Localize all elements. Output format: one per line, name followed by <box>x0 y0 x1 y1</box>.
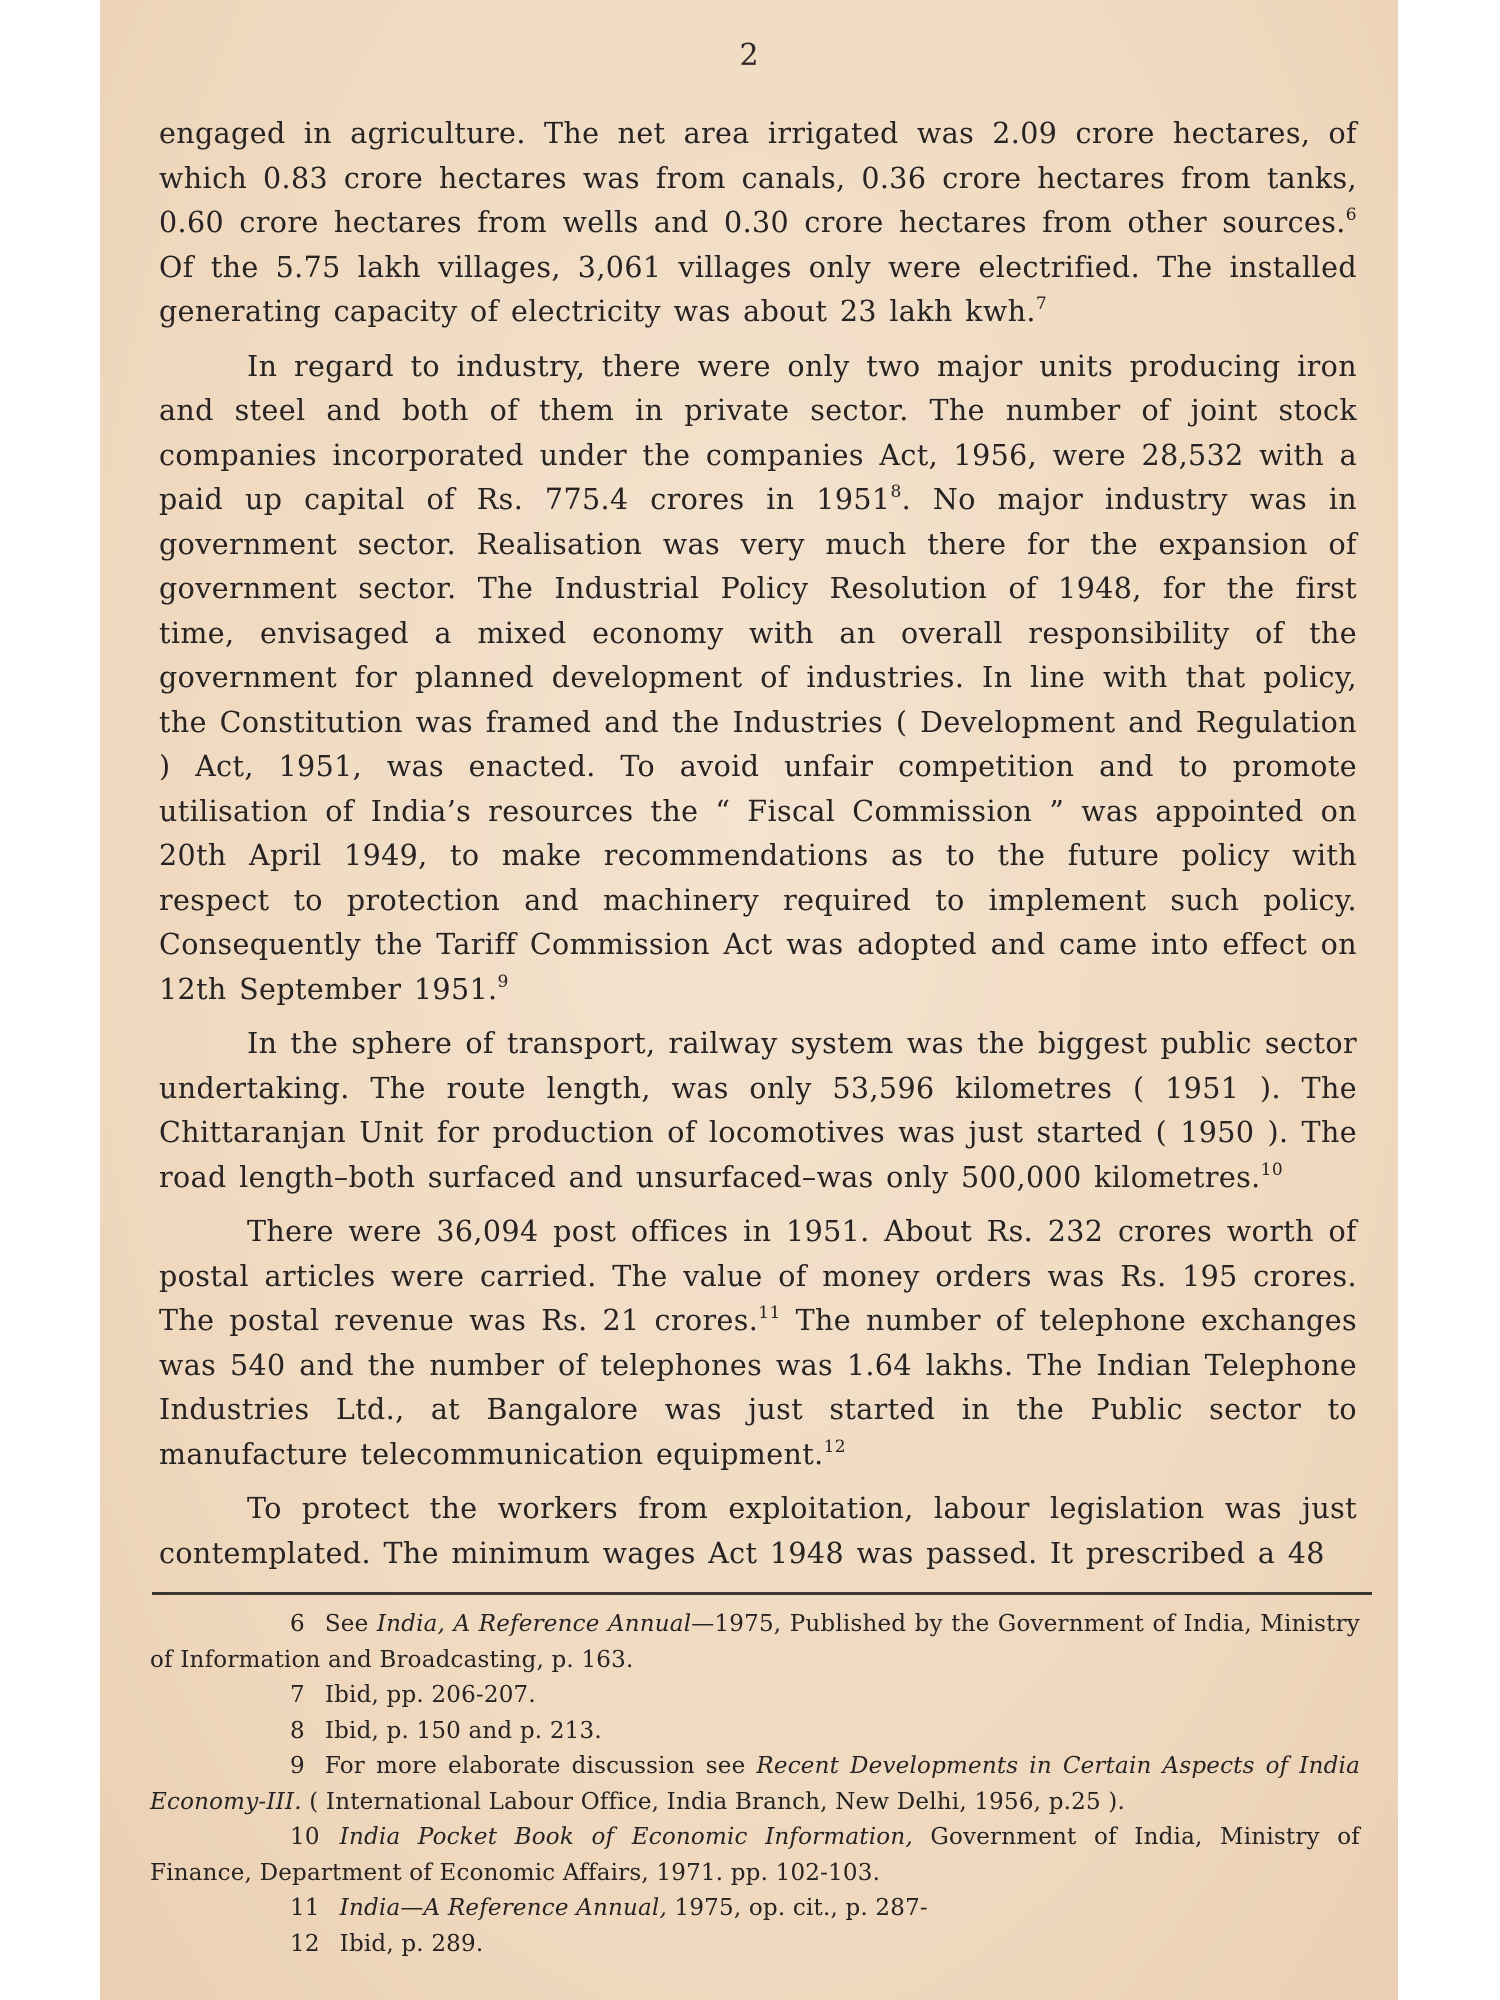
cited-title: India Pocket Book of Economic Information, <box>339 1824 913 1850</box>
text-run: See <box>324 1611 377 1637</box>
cited-title: India, A Reference Annual <box>376 1611 692 1637</box>
cited-title: India—A Reference Annual, <box>339 1895 667 1921</box>
text-run: Government of India, Ministry of Finance, Department of Economic Affairs, 1971. pp. 102-103. <box>150 1824 1360 1886</box>
footnote <box>150 1891 1360 1927</box>
footnote-number: 6 <box>290 1611 305 1637</box>
footnote <box>150 1678 1360 1714</box>
text-run: There were 36,094 post offices in 1951. About Rs. 232 crores worth of postal articles were carried. The value of money orders was Rs. 195 crores. The postal revenue was Rs. 21 crores. <box>159 1215 1357 1337</box>
footnote-number: 11 <box>290 1895 320 1921</box>
footnote <box>150 1820 1360 1891</box>
footnote-number: 8 <box>290 1717 305 1744</box>
text-run: Ibid, pp. 206-207. <box>324 1682 536 1708</box>
footnote-ref: 8 <box>890 482 902 502</box>
text-run: In regard to industry, there were only two major units producing iron and steel and both of them in private sector. The number of joint stock companies incorporated under the companies Act, 1956, were 28,532 with a paid up capital of Rs. 775.4 crores in 1951 <box>159 349 1357 516</box>
footnote <box>150 1714 1360 1750</box>
footnote-divider <box>152 1592 1372 1595</box>
body-text <box>159 112 1357 1586</box>
footnote-ref: 11 <box>758 1303 781 1323</box>
text-run: The number of telephone exchanges was 540 and the number of telephones was 1.64 lakhs. The Indian Telephone Industries Ltd., at Bangalore was just started in the Public sector to manufacture telecommunication equipment. <box>159 1304 1357 1471</box>
footnote-ref: 10 <box>1260 1159 1284 1180</box>
text-run: engaged in agriculture. The net area irrigated was 2.09 crore hectares, of which 0.83 crore hectares was from canals, 0.36 crore hectares from tanks, 0.60 crore hectares from wells and 0.30 crore hectares from other sources. <box>159 117 1357 239</box>
text-run: Ibid, p. 289. <box>339 1930 484 1957</box>
footnote-ref: 7 <box>1035 294 1048 314</box>
text-run: . No major industry was in government sector. Realisation was very much there for the expansion of government sector. The Industrial Policy Resolution of 1948, for the first time, envisaged a mixed economy with an overall responsibility of the government for planned development of industries. In line with that policy, the Constitution was framed and the Industries ( Development and Regulation ) Act, 1951, was enacted. To avoid unfair competition and to promote utilisation of India’s resources the “ Fiscal Commission ” was appointed on 20th April 1949, to make recommendations as to the future policy with respect to protection and machinery required to implement such policy. Consequently the Tariff Commission Act was adopted and came into effect on 12th September 1951. <box>159 483 1357 1006</box>
text-run: Of the 5.75 lakh villages, 3,061 villages only were electrified. The installed generating capacity of electricity was about 23 lakh kwh. <box>159 250 1357 328</box>
page-number: 2 <box>739 38 759 73</box>
paragraph <box>159 1210 1357 1477</box>
paragraph <box>159 112 1357 335</box>
footnote-ref: 9 <box>497 971 509 992</box>
paragraph <box>159 345 1357 1013</box>
footnote-number: 9 <box>290 1753 305 1779</box>
footnote-ref: 6 <box>1345 205 1357 225</box>
footnotes <box>150 1607 1360 1962</box>
text-run: ( International Labour Office, India Branch, New Delhi, 1956, p.25 ). <box>301 1788 1125 1815</box>
footnote <box>150 1607 1360 1678</box>
cited-title: Recent Developments in Certain Aspects of India Economy-III. <box>150 1753 1360 1815</box>
text-run: In the sphere of transport, railway system was the biggest public sector undertaking. The route length, was only 53,596 kilometres ( 1951 ). The Chittaranjan Unit for production of locomotives was just started ( 1950 ). The road length–both surfaced and unsurfaced–was only 500,000 kilometres. <box>159 1027 1357 1194</box>
text-run: 1975, op. cit., p. 287- <box>667 1895 928 1921</box>
book-page <box>100 0 1398 2000</box>
footnote-ref: 12 <box>823 1436 846 1457</box>
footnote <box>150 1749 1360 1820</box>
footnote <box>150 1927 1360 1963</box>
text-run: —1975, Published by the Government of India, Ministry of Information and Broadcasting, p. 163. <box>150 1611 1360 1673</box>
paragraph <box>159 1022 1357 1200</box>
footnote-number: 12 <box>290 1930 320 1957</box>
footnote-number: 7 <box>290 1682 305 1708</box>
paragraph <box>159 1487 1357 1576</box>
footnote-number: 10 <box>290 1824 320 1850</box>
text-run: Ibid, p. 150 and p. 213. <box>324 1717 602 1744</box>
text-run: To protect the workers from exploitation, labour legislation was just contemplated. The minimum wages Act 1948 was passed. It prescribed a 48 <box>159 1492 1357 1570</box>
text-run: For more elaborate discussion see <box>324 1753 757 1779</box>
